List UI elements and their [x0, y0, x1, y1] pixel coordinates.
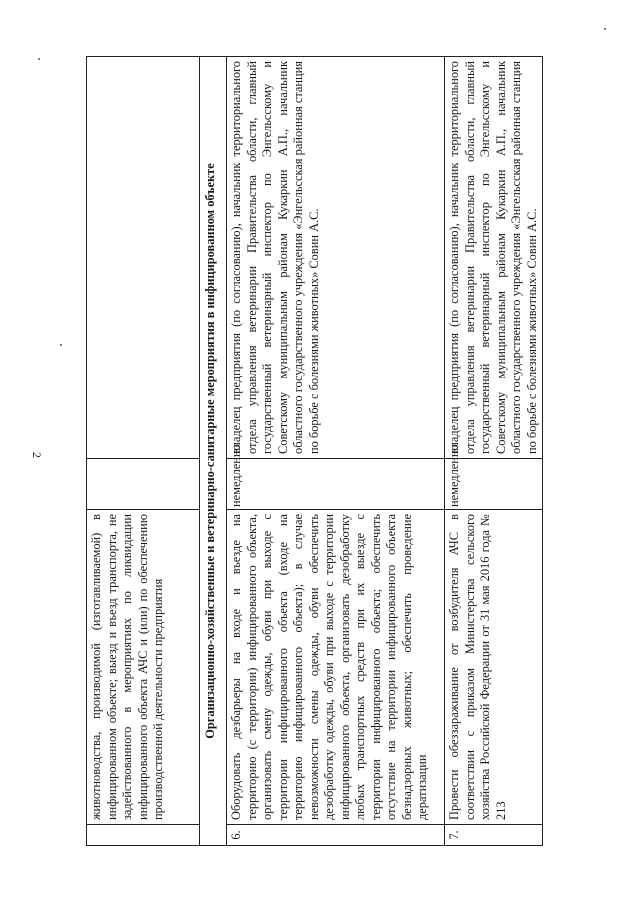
table-row-continuation — [87, 57, 200, 846]
scan-speck — [38, 58, 40, 60]
scan-speck — [60, 344, 62, 346]
cell-num-empty — [87, 825, 200, 846]
row-responsible: владелец предприятия (по согласованию), начальник территориального отдела управления ветеринарии Правительства области, главный государственный ветеринарный инспектор по Энгельсскому и Советскому муниципальным районам Кукаркин А.П., начальник областного государственного учреждения «Энгельсская районная станция по борьбе с болезнями животных» Совин А.С. — [445, 57, 543, 459]
row-action: Провести обеззараживание от возбудителя АЧС в соответствии с приказом Министерства сельского хозяйства Российской Федерации от 31 мая 2016 года № 213 — [445, 510, 543, 825]
measures-table — [86, 56, 543, 846]
row-action: Оборудовать дезбарьеры на входе и въезде на территорию (с территории) инфицированного объекта, организовать смену одежды, обуви при выходе с территории инфицированного объекта (входе на территорию инфицированного объекта); в случае невозможности смены одежды, обуви обеспечить дезобработку одежды, обуви при выходе с территории инфицированного объекта, организовать дезобработку любых транспортных средств при их выезде с территории инфицированного объекта; обеспечить отсутствие на территории инфицированного объекта безнадзорных животных; обеспечить проведение дератизации — [227, 510, 445, 825]
table-row — [227, 57, 445, 846]
row-number: 7. — [445, 825, 543, 846]
row-term: немедленно — [227, 459, 445, 510]
scan-speck — [604, 28, 606, 30]
row-responsible: владелец предприятия (по согласованию), начальник территориального отдела управления ветеринарии Правительства области, главный государственный ветеринарный инспектор по Энгельсскому и Советскому муниципальным районам Кукаркин А.П., начальник областного государственного учреждения «Энгельсская районная станция по борьбе с болезнями животных» Совин А.С. — [227, 57, 445, 459]
cell-term-empty — [87, 459, 200, 510]
section-title: Организационно-хозяйственные и ветеринарно-санитарные мероприятия в инфицированном объекте — [200, 57, 227, 846]
rotated-table-frame — [86, 56, 640, 840]
cell-continuation-text: животноводства, производимой (изготавливаемой) в инфицированном объекте; выезд и въезд транспорта, не задействованного в мероприятиях по ликвидации инфицированного объекта АЧС и (или) по обеспечению производственной деятельности предприятия — [87, 510, 200, 825]
rotated-table-content — [86, 56, 539, 846]
row-number: 6. — [227, 825, 445, 846]
page-number: 2 — [30, 452, 44, 458]
cell-responsible-empty — [87, 57, 200, 459]
table-row — [445, 57, 543, 846]
table-row-section — [200, 57, 227, 846]
row-term: немедленно — [445, 459, 543, 510]
